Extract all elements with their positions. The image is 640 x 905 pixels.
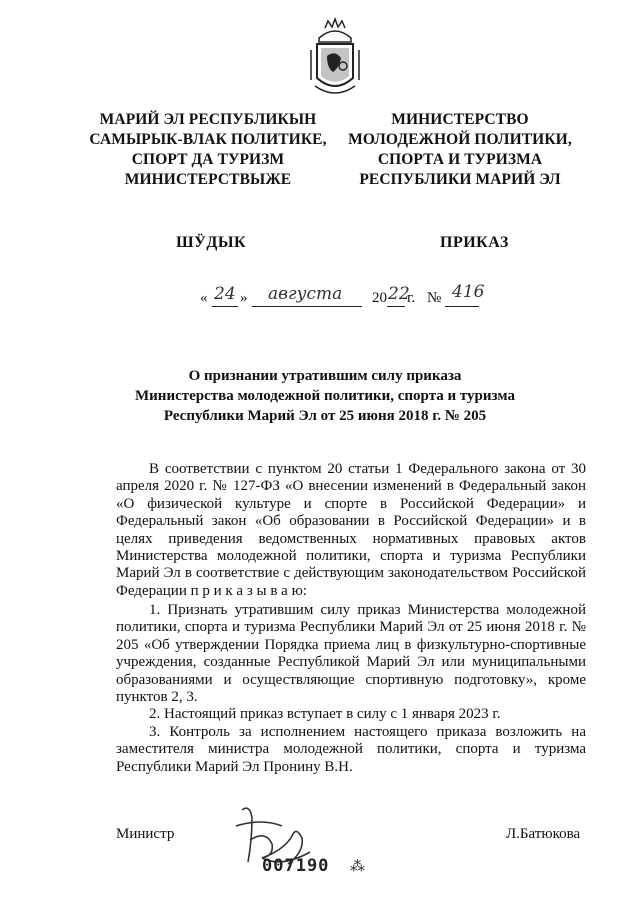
header-mari xyxy=(83,110,333,190)
doc-type-mari: ШӰДЫК xyxy=(176,234,247,251)
header-mari-line-2: САМЫРЫК-ВЛАК ПОЛИТИКЕ, xyxy=(89,131,327,148)
date-open-quote: « xyxy=(200,290,208,306)
item-3-text: 3. Контроль за исполнением настоящего приказа возложить на заместителя министра молодежной политики, спорта и туризма Республики Марий Эл Пронину В.Н. xyxy=(116,724,586,775)
body-paragraph-4 xyxy=(116,724,586,776)
preamble-text: В соответствии с пунктом 20 статьи 1 Федерального закона от 30 апреля 2020 г. № 127-ФЗ «О внесении изменений в Федеральный закон «О физической культуре и спорте в Российской Федерации» и Федеральный закон «Об образовании в Российской Федерации» и в целях приведения ведомственных нормативных правовых актов Министерства молодежной политики, спорта и туризма Республики Марий Эл в соответствие с действующим законодательством Российской Федерации п р и к а з ы в а ю: xyxy=(116,461,586,599)
date-close-quote: » xyxy=(240,290,248,306)
date-month: августа xyxy=(268,284,343,304)
signatory-name: Л.Батюкова xyxy=(506,826,581,842)
header-mari-line-4: МИНИСТЕРСТВЫЖЕ xyxy=(124,171,292,188)
date-day: 24 xyxy=(214,284,236,304)
date-year-unit: г. xyxy=(407,290,416,306)
header-mari-line-1: МАРИЙ ЭЛ РЕСПУБЛИКЫН xyxy=(99,111,317,128)
header-russian-line-3: СПОРТА И ТУРИЗМА xyxy=(377,151,543,168)
header-russian-line-2: МОЛОДЕЖНОЙ ПОЛИТИКИ, xyxy=(348,131,572,148)
body-paragraph-3 xyxy=(116,706,586,723)
body-paragraph-1 xyxy=(116,461,586,600)
title-line-1: О признании утратившим силу приказа xyxy=(188,368,462,384)
header-russian xyxy=(340,110,580,190)
coat-of-arms-emblem xyxy=(305,16,365,102)
doc-number: 416 xyxy=(452,282,485,302)
header-russian-line-1: МИНИСТЕРСТВО xyxy=(391,111,529,128)
date-year-suffix: 22 xyxy=(388,284,410,304)
body-paragraph-2 xyxy=(116,602,586,706)
title-line-2: Министерства молодежной политики, спорта и туризма xyxy=(135,388,515,404)
item-2-text: 2. Настоящий приказ вступает в силу с 1 января 2023 г. xyxy=(149,706,501,722)
header-russian-line-4: РЕСПУБЛИКИ МАРИЙ ЭЛ xyxy=(359,171,561,188)
document-title xyxy=(100,366,550,426)
header-mari-line-3: СПОРТ ДА ТУРИЗМ xyxy=(131,151,285,168)
signatory-position: Министр xyxy=(116,826,175,842)
title-line-3: Республики Марий Эл от 25 июня 2018 г. № 205 xyxy=(163,408,487,424)
number-sign: № xyxy=(427,290,442,306)
doc-type-russian: ПРИКАЗ xyxy=(440,234,509,251)
form-serial-number: 007190 xyxy=(262,856,330,876)
date-year-prefix: 20 xyxy=(372,290,387,306)
seal-mark: ⁂ xyxy=(350,859,365,875)
date-number-line xyxy=(190,282,490,316)
item-1-text: 1. Признать утратившим силу приказ Министерства молодежной политики, спорта и туризма Республики Марий Эл от 25 июня 2018 г. № 205 «Об утверждении Порядка приема лиц в физкультурно-спортивные учреждения, созданные Республикой Марий Эл или муниципальными образованиями и осуществляющие спортивную подготовку», кроме пунктов 2, 3. xyxy=(116,602,586,706)
